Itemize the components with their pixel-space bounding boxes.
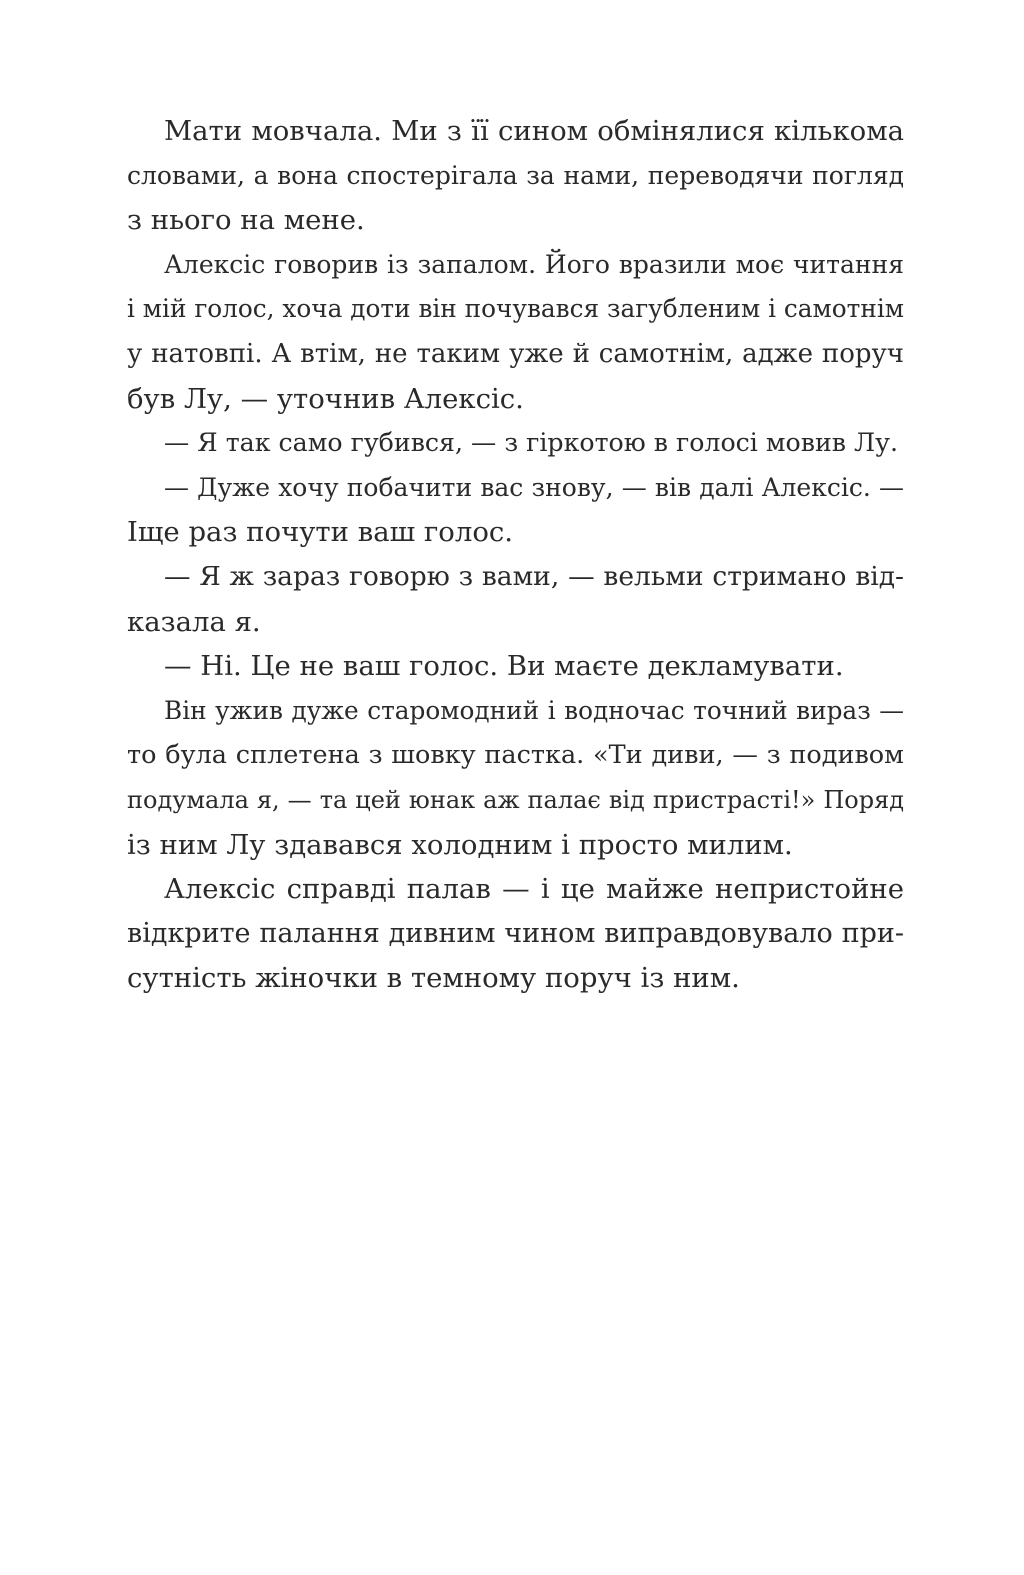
body-text bbox=[127, 109, 904, 1001]
text-line: — Я так само губився, — з гіркотою в голосі мовив Лу. bbox=[164, 428, 898, 458]
text-line: сутність жіночки в темному поруч із ним. bbox=[127, 962, 740, 995]
text-line: подумала я, — та цей юнак аж палає від пристрасті!» Поряд bbox=[127, 785, 904, 814]
text-line: — Дуже хочу побачити вас знову, — вів далі Алексіс. — bbox=[164, 472, 904, 502]
text-line: відкрите палання дивним чином виправдовувало при- bbox=[127, 917, 904, 949]
text-line: у натовпі. А втім, не таким уже й самотнім, адже поруч bbox=[127, 338, 904, 369]
text-line: Алексіс говорив із запалом. Його вразили моє читання bbox=[164, 249, 904, 279]
text-line: Він ужив дуже старомодний і водночас точний вираз — bbox=[164, 695, 904, 725]
text-line: казала я. bbox=[127, 605, 261, 638]
text-line: Мати мовчала. Ми з її сином обмінялися кількома bbox=[164, 115, 904, 147]
text-line: і мій голос, хоча доти він почувався загубленим і самотнім bbox=[127, 294, 905, 324]
text-line: — Я ж зараз говорю з вами, — вельми стримано від- bbox=[164, 560, 904, 592]
text-line: — Ні. Це не ваш голос. Ви маєте декламувати. bbox=[164, 650, 844, 683]
text-line: то була сплетена з шовку пастка. «Ти диви, — з подивом bbox=[127, 740, 904, 771]
text-line: з нього на мене. bbox=[127, 204, 365, 237]
text-line: із ним Лу здавався холодним і просто милим. bbox=[127, 828, 793, 861]
text-line: був Лу, — уточнив Алексіс. bbox=[127, 382, 524, 415]
text-line: словами, а вона спостерігала за нами, переводячи погляд bbox=[127, 160, 904, 190]
text-line: Алексіс справді палав — і це майже непристойне bbox=[164, 873, 904, 906]
text-line: Іще раз почути ваш голос. bbox=[127, 516, 514, 549]
